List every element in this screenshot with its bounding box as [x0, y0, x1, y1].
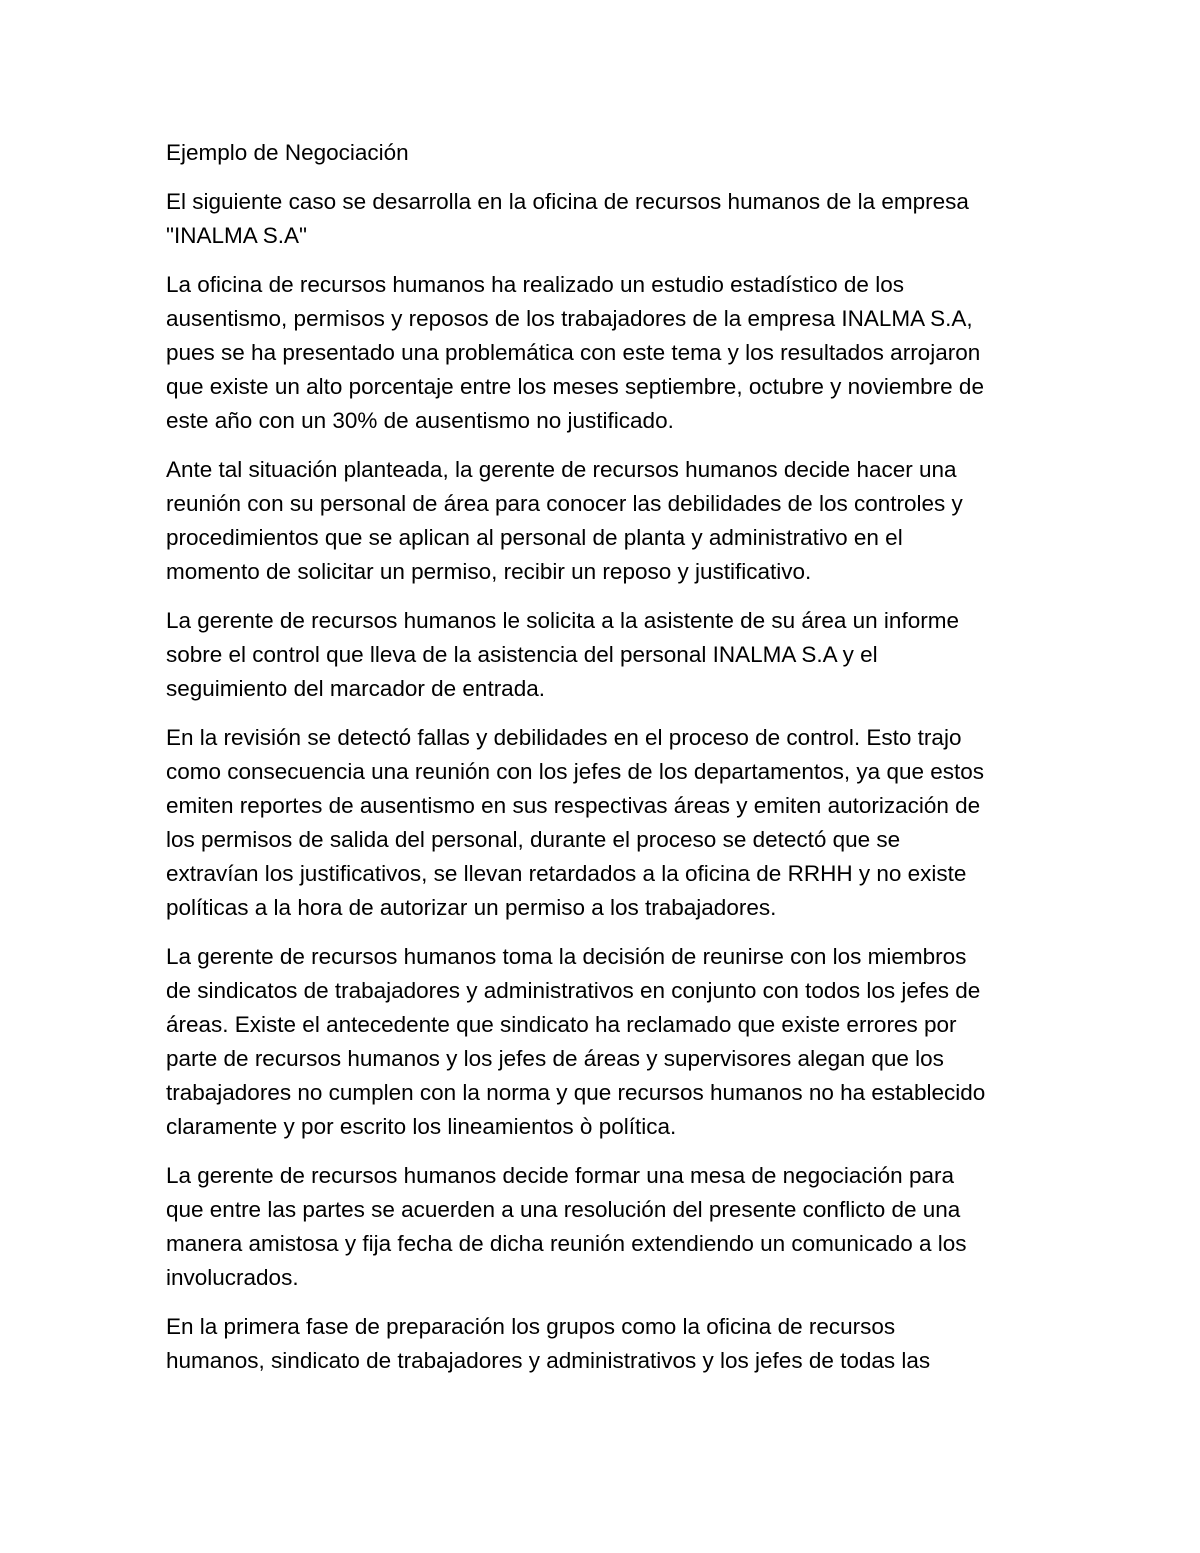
paragraph-line: La gerente de recursos humanos toma la decisión de reunirse con los miembros [166, 944, 967, 969]
paragraph [166, 604, 1036, 706]
paragraph [166, 268, 1036, 438]
paragraph [166, 721, 1036, 925]
paragraph-list [166, 185, 1036, 1378]
paragraph-line: reunión con su personal de área para conocer las debilidades de los controles y [166, 491, 963, 516]
paragraph-line: En la revisión se detectó fallas y debilidades en el proceso de control. Esto trajo [166, 725, 962, 750]
paragraph-line: políticas a la hora de autorizar un permiso a los trabajadores. [166, 895, 777, 920]
paragraph-line: como consecuencia una reunión con los jefes de los departamentos, ya que estos [166, 759, 985, 784]
paragraph-line: sobre el control que lleva de la asistencia del personal INALMA S.A y el [166, 642, 878, 667]
paragraph-line: manera amistosa y fija fecha de dicha reunión extendiendo un comunicado a los [166, 1231, 967, 1256]
paragraph-line: procedimientos que se aplican al personal de planta y administrativo en el [166, 525, 903, 550]
paragraph-line: La gerente de recursos humanos le solicita a la asistente de su área un informe [166, 608, 959, 633]
paragraph-line: El siguiente caso se desarrolla en la oficina de recursos humanos de la empresa [166, 189, 969, 214]
paragraph [166, 1310, 1036, 1378]
paragraph-line: momento de solicitar un permiso, recibir un reposo y justificativo. [166, 559, 812, 584]
paragraph-line: este año con un 30% de ausentismo no justificado. [166, 408, 674, 433]
paragraph-line: La gerente de recursos humanos decide formar una mesa de negociación para [166, 1163, 954, 1188]
paragraph-line: Ante tal situación planteada, la gerente de recursos humanos decide hacer una [166, 457, 957, 482]
paragraph-line: "INALMA S.A" [166, 223, 308, 248]
paragraph-line: humanos, sindicato de trabajadores y administrativos y los jefes de todas las [166, 1348, 931, 1373]
paragraph-line: En la primera fase de preparación los grupos como la oficina de recursos [166, 1314, 896, 1339]
document-body [166, 136, 1036, 1393]
paragraph-line: ausentismo, permisos y reposos de los trabajadores de la empresa INALMA S.A, [166, 306, 973, 331]
paragraph-line: claramente y por escrito los lineamientos ò política. [166, 1114, 677, 1139]
paragraph-line: La oficina de recursos humanos ha realizado un estudio estadístico de los [166, 272, 904, 297]
paragraph-line: que entre las partes se acuerden a una resolución del presente conflicto de una [166, 1197, 961, 1222]
paragraph-line: emiten reportes de ausentismo en sus respectivas áreas y emiten autorización de [166, 793, 981, 818]
paragraph [166, 1159, 1036, 1295]
paragraph-line: que existe un alto porcentaje entre los meses septiembre, octubre y noviembre de [166, 374, 984, 399]
paragraph [166, 453, 1036, 589]
paragraph-line: parte de recursos humanos y los jefes de áreas y supervisores alegan que los [166, 1046, 944, 1071]
paragraph-line: de sindicatos de trabajadores y administrativos en conjunto con todos los jefes de [166, 978, 981, 1003]
paragraph [166, 185, 1036, 253]
paragraph-line: áreas. Existe el antecedente que sindicato ha reclamado que existe errores por [166, 1012, 957, 1037]
paragraph-line: extravían los justificativos, se llevan retardados a la oficina de RRHH y no existe [166, 861, 967, 886]
paragraph-line: seguimiento del marcador de entrada. [166, 676, 545, 701]
paragraph [166, 940, 1036, 1144]
paragraph-line: pues se ha presentado una problemática con este tema y los resultados arrojaron [166, 340, 981, 365]
paragraph-line: los permisos de salida del personal, durante el proceso se detectó que se [166, 827, 901, 852]
document-title: Ejemplo de Negociación [166, 140, 409, 165]
paragraph-line: trabajadores no cumplen con la norma y que recursos humanos no ha establecido [166, 1080, 986, 1105]
paragraph-line: involucrados. [166, 1265, 299, 1290]
